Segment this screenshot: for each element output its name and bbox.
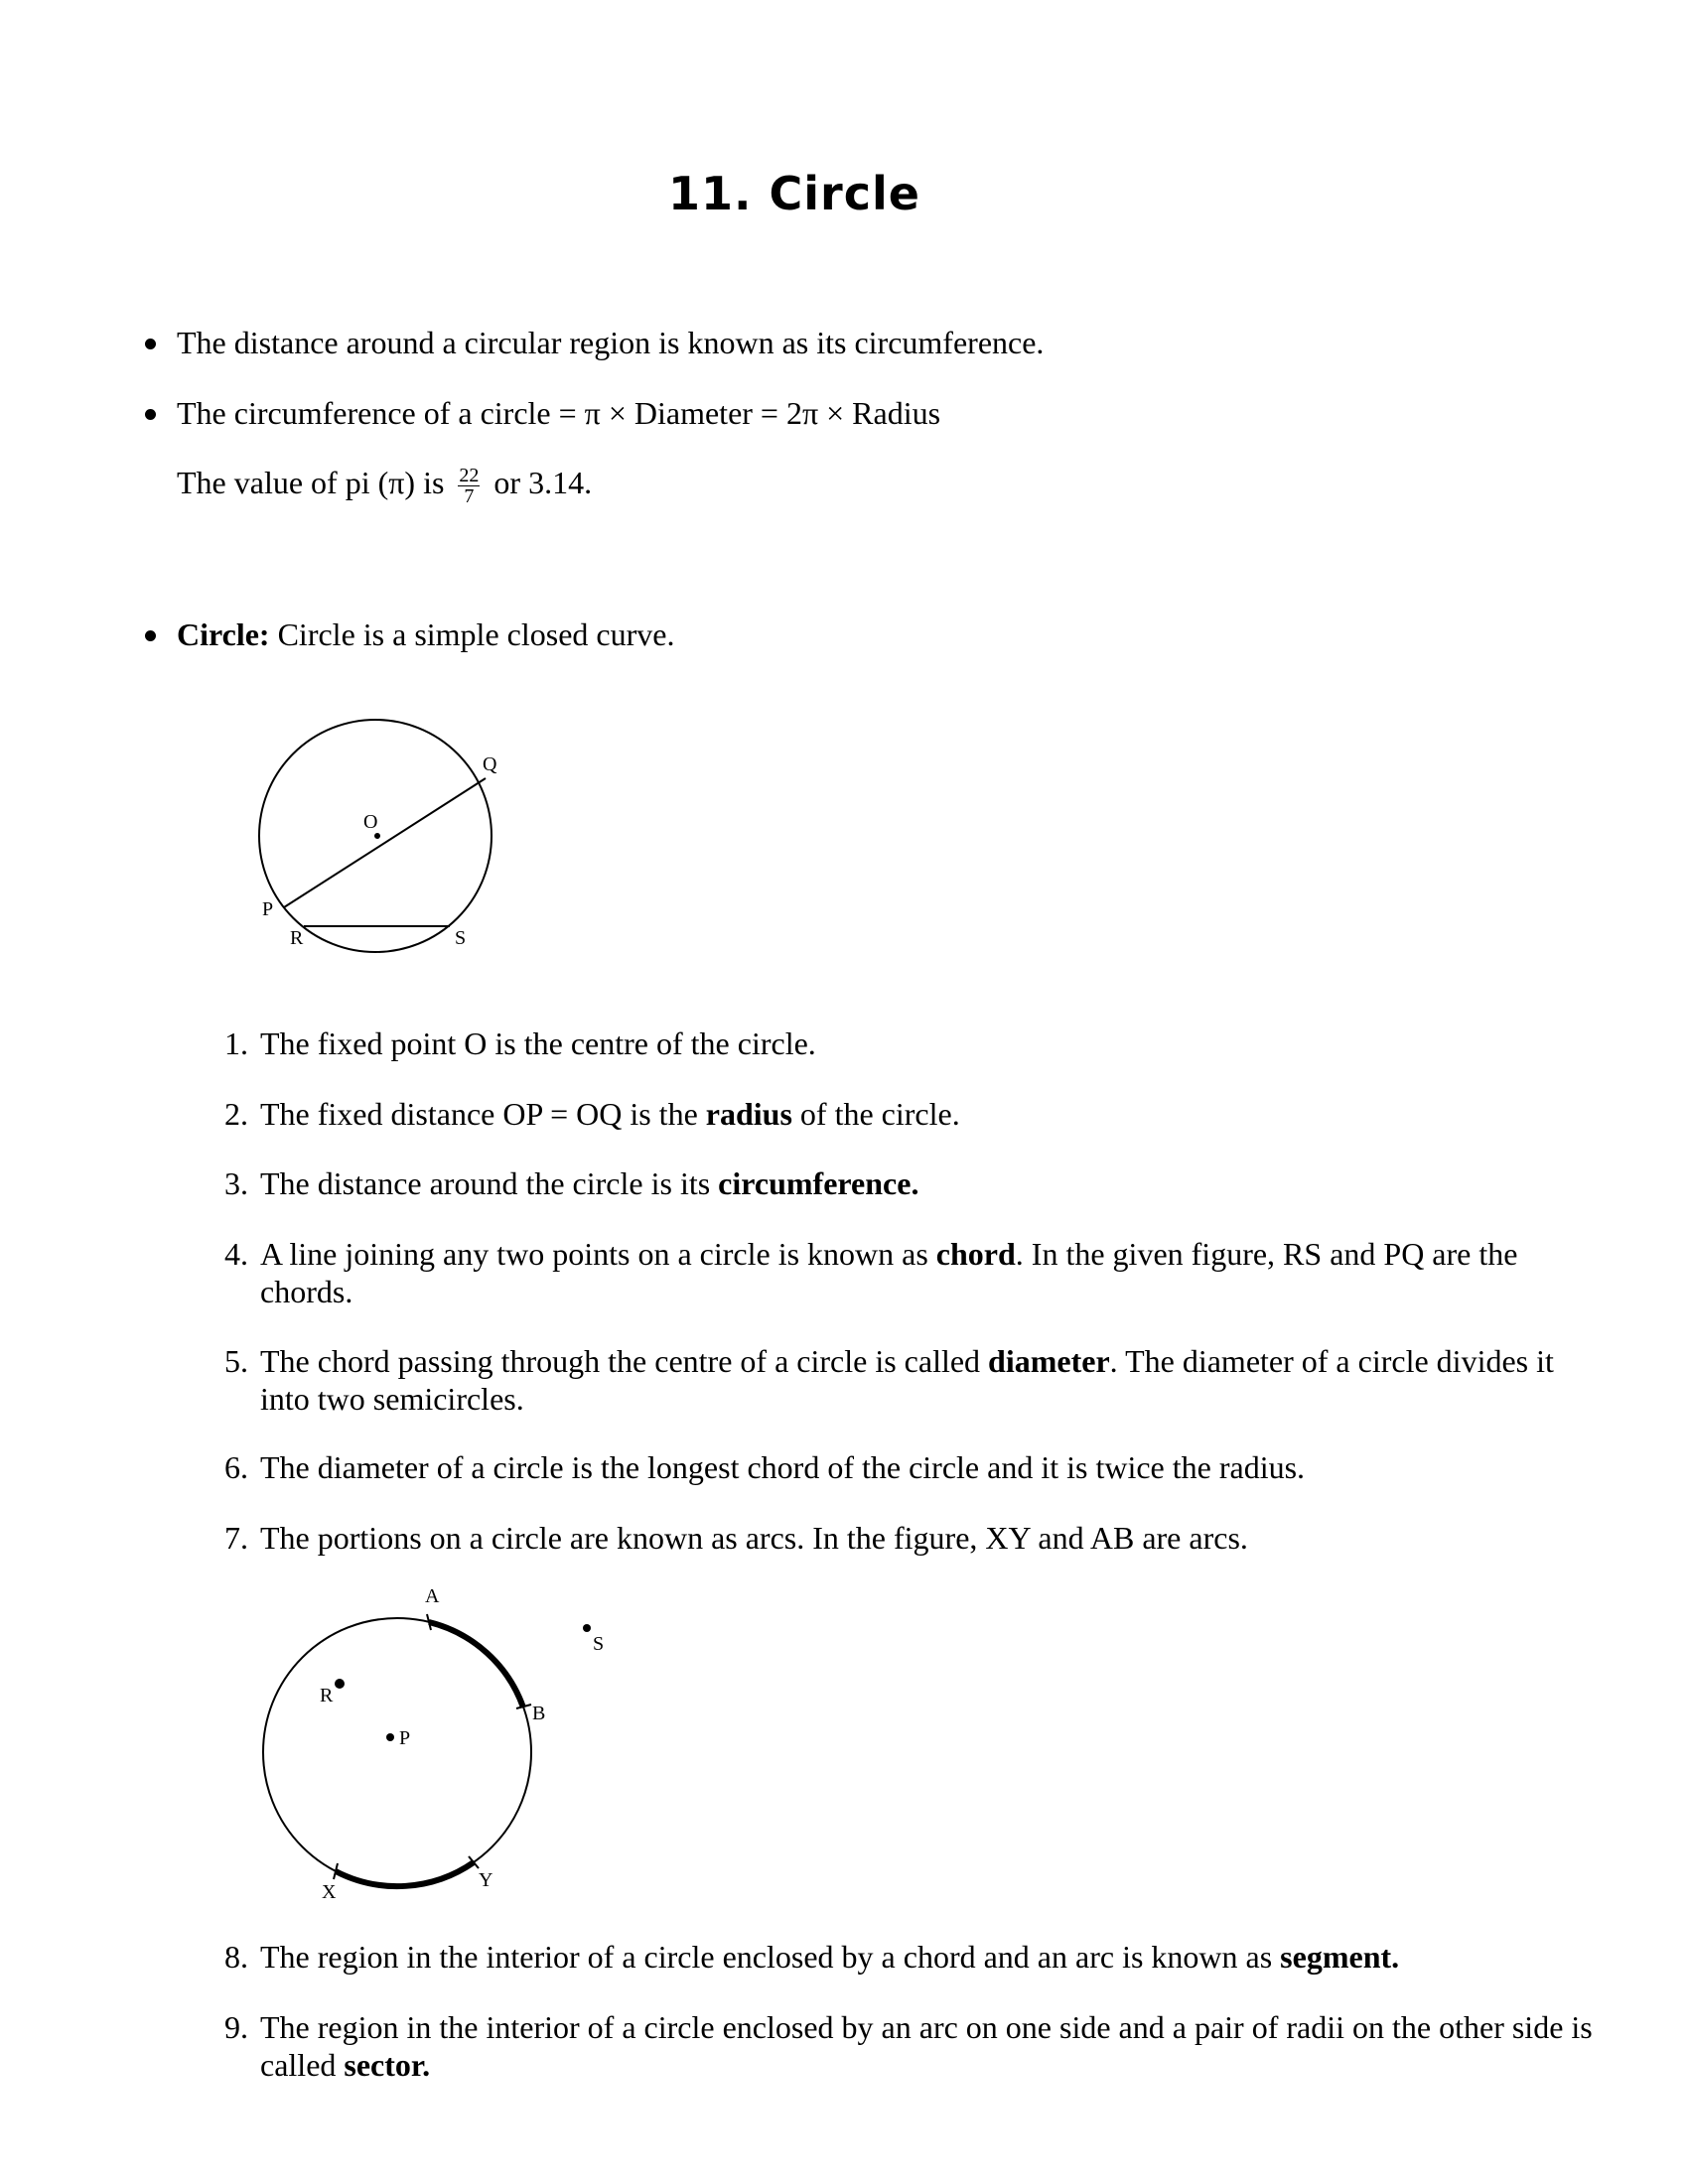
pi-fraction-denominator: 7 [464,485,475,508]
list-item [224,1024,1595,1062]
item-text-plain: The chord passing through the centre of a circle is called [260,1343,989,1379]
pi-fraction-numerator: 22 [459,465,480,487]
label-q: Q [483,753,497,775]
item-term-segment: segment. [1280,1939,1400,1975]
label-o: O [363,811,378,833]
bullet-dot [145,409,156,420]
list-item [224,1342,1595,1418]
item-text [260,1448,1595,1486]
item-number: 9. [224,2009,248,2045]
item-text [260,1938,1595,1976]
list-item [224,1448,1595,1486]
bullet-circumference-definition: The distance around a circular region is known as its circumference. [177,325,1045,360]
list-item [224,1938,1595,1976]
item-number: 8. [224,1939,248,1975]
item-text-plain: The portions on a circle are known as arcs. In the figure, XY and AB are arcs. [260,1520,1248,1556]
label-r: R [320,1685,334,1706]
circle-arcs-diagram [238,1578,635,1916]
pi-fraction [458,466,480,506]
item-number: 6. [224,1449,248,1485]
point-p [386,1733,394,1741]
point-r [335,1679,345,1689]
item-term-diameter: diameter [988,1343,1110,1379]
pi-value-line [177,464,592,506]
item-text-plain: . The diameter of a circle divides it into two semicircles. [260,1343,1554,1417]
item-text [260,1164,1595,1202]
item-text-plain: of the circle. [791,1096,960,1132]
list-item [224,2008,1595,2084]
bullet-circumference-formula: The circumference of a circle = π × Diameter = 2π × Radius [177,395,941,431]
item-term-sector: sector. [344,2047,431,2083]
label-y: Y [479,1869,493,1891]
centre-point [374,833,380,839]
arc-xy [336,1862,474,1886]
item-number: 5. [224,1343,248,1379]
item-term-chord: chord [935,1236,1016,1272]
item-term-circumference: circumference. [718,1165,919,1201]
list-item [224,1164,1595,1202]
item-text-plain: The region in the interior of a circle enclosed by an arc on one side and a pair of radii on the other side is called [260,2009,1593,2083]
item-text-plain: A line joining any two points on a circle is known as [260,1236,936,1272]
item-text-plain: The diameter of a circle is the longest chord of the circle and it is twice the radius. [260,1449,1306,1485]
page-title: 11. Circle [668,167,920,220]
label-p: P [399,1727,411,1749]
pi-value-prefix: The value of pi (π) is [177,465,445,500]
label-b: B [532,1703,546,1724]
list-item [224,1095,1595,1133]
bullet-dot [145,339,156,349]
label-r: R [290,927,304,949]
arc-ab [429,1622,523,1707]
item-number: 3. [224,1165,248,1201]
label-a: A [425,1585,440,1607]
bullet-circle-definition [177,615,674,653]
diameter-pq [284,778,486,907]
circle-definition-text: Circle is a simple closed curve. [277,616,675,652]
label-s: S [455,927,467,949]
item-text-plain: The distance around the circle is its [260,1165,719,1201]
item-text-plain: The fixed distance OP = OQ is the [260,1096,706,1132]
item-number: 1. [224,1025,248,1061]
item-text-plain: The region in the interior of a circle enclosed by a chord and an arc is known as [260,1939,1281,1975]
list-item [224,1519,1595,1557]
item-text-plain: . In the given figure, RS and PQ are the chords. [260,1236,1518,1309]
item-number: 4. [224,1236,248,1272]
item-number: 7. [224,1520,248,1556]
bullet-dot [145,630,156,641]
circle-chord-diagram [238,695,536,963]
list-item [224,1235,1595,1310]
circle-term: Circle: [177,616,270,652]
item-text [260,2008,1595,2084]
item-term-radius: radius [705,1096,792,1132]
item-text [260,1095,1595,1133]
item-text [260,1519,1595,1557]
label-x: X [322,1881,337,1903]
label-p: P [262,898,274,920]
item-text [260,1235,1595,1310]
item-text-plain: The fixed point O is the centre of the circle. [260,1025,816,1061]
pi-value-suffix: or 3.14. [493,465,593,500]
item-text [260,1342,1595,1418]
item-text [260,1024,1595,1062]
label-s: S [593,1633,605,1655]
point-s [583,1624,591,1632]
item-number: 2. [224,1096,248,1132]
